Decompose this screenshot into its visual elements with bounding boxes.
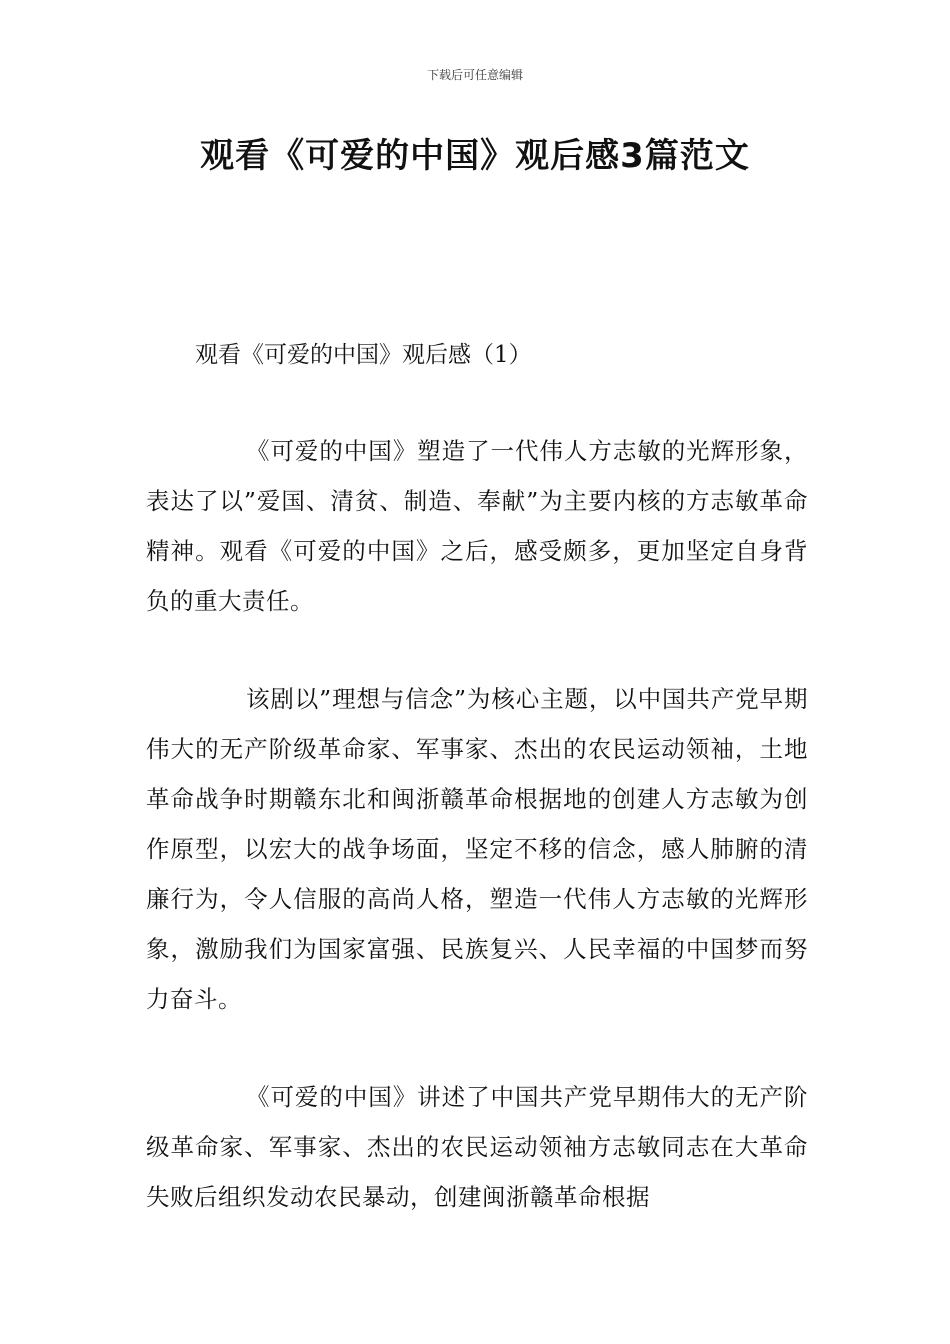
paragraph: 该剧以”理想与信念”为核心主题，以中国共产党早期伟大的无产阶级革命家、军事家、杰出的农民运动领袖，土地革命战争时期赣东北和闽浙赣革命根据地的创建人方志敏为创作原型，以宏大的战争场面，坚定不移的信念，感人肺腑的清廉行为，令人信服的高尚人格，塑造一代伟人方志敏的光辉形象，激励我们为国家富强、民族复兴、人民幸福的中国梦而努力奋斗。 [146, 685, 808, 1013]
paragraph: 《可爱的中国》讲述了中国共产党早期伟大的无产阶级革命家、军事家、杰出的农民运动领袖方志敏同志在大革命失败后组织发动农民暴动，创建闽浙赣革命根据 [146, 1083, 808, 1211]
header-note: 下载后可任意编辑 [426, 68, 523, 82]
section-heading: 观看《可爱的中国》观后感（1） [195, 342, 532, 368]
paragraph: 《可爱的中国》塑造了一代伟人方志敏的光辉形象，表达了以”爱国、清贫、制造、奉献”为主要内核的方志敏革命精神。观看《可爱的中国》之后，感受颇多，更加坚定自身背负的重大责任。 [146, 437, 808, 615]
document-title: 观看《可爱的中国》观后感3篇范文 [200, 136, 750, 176]
